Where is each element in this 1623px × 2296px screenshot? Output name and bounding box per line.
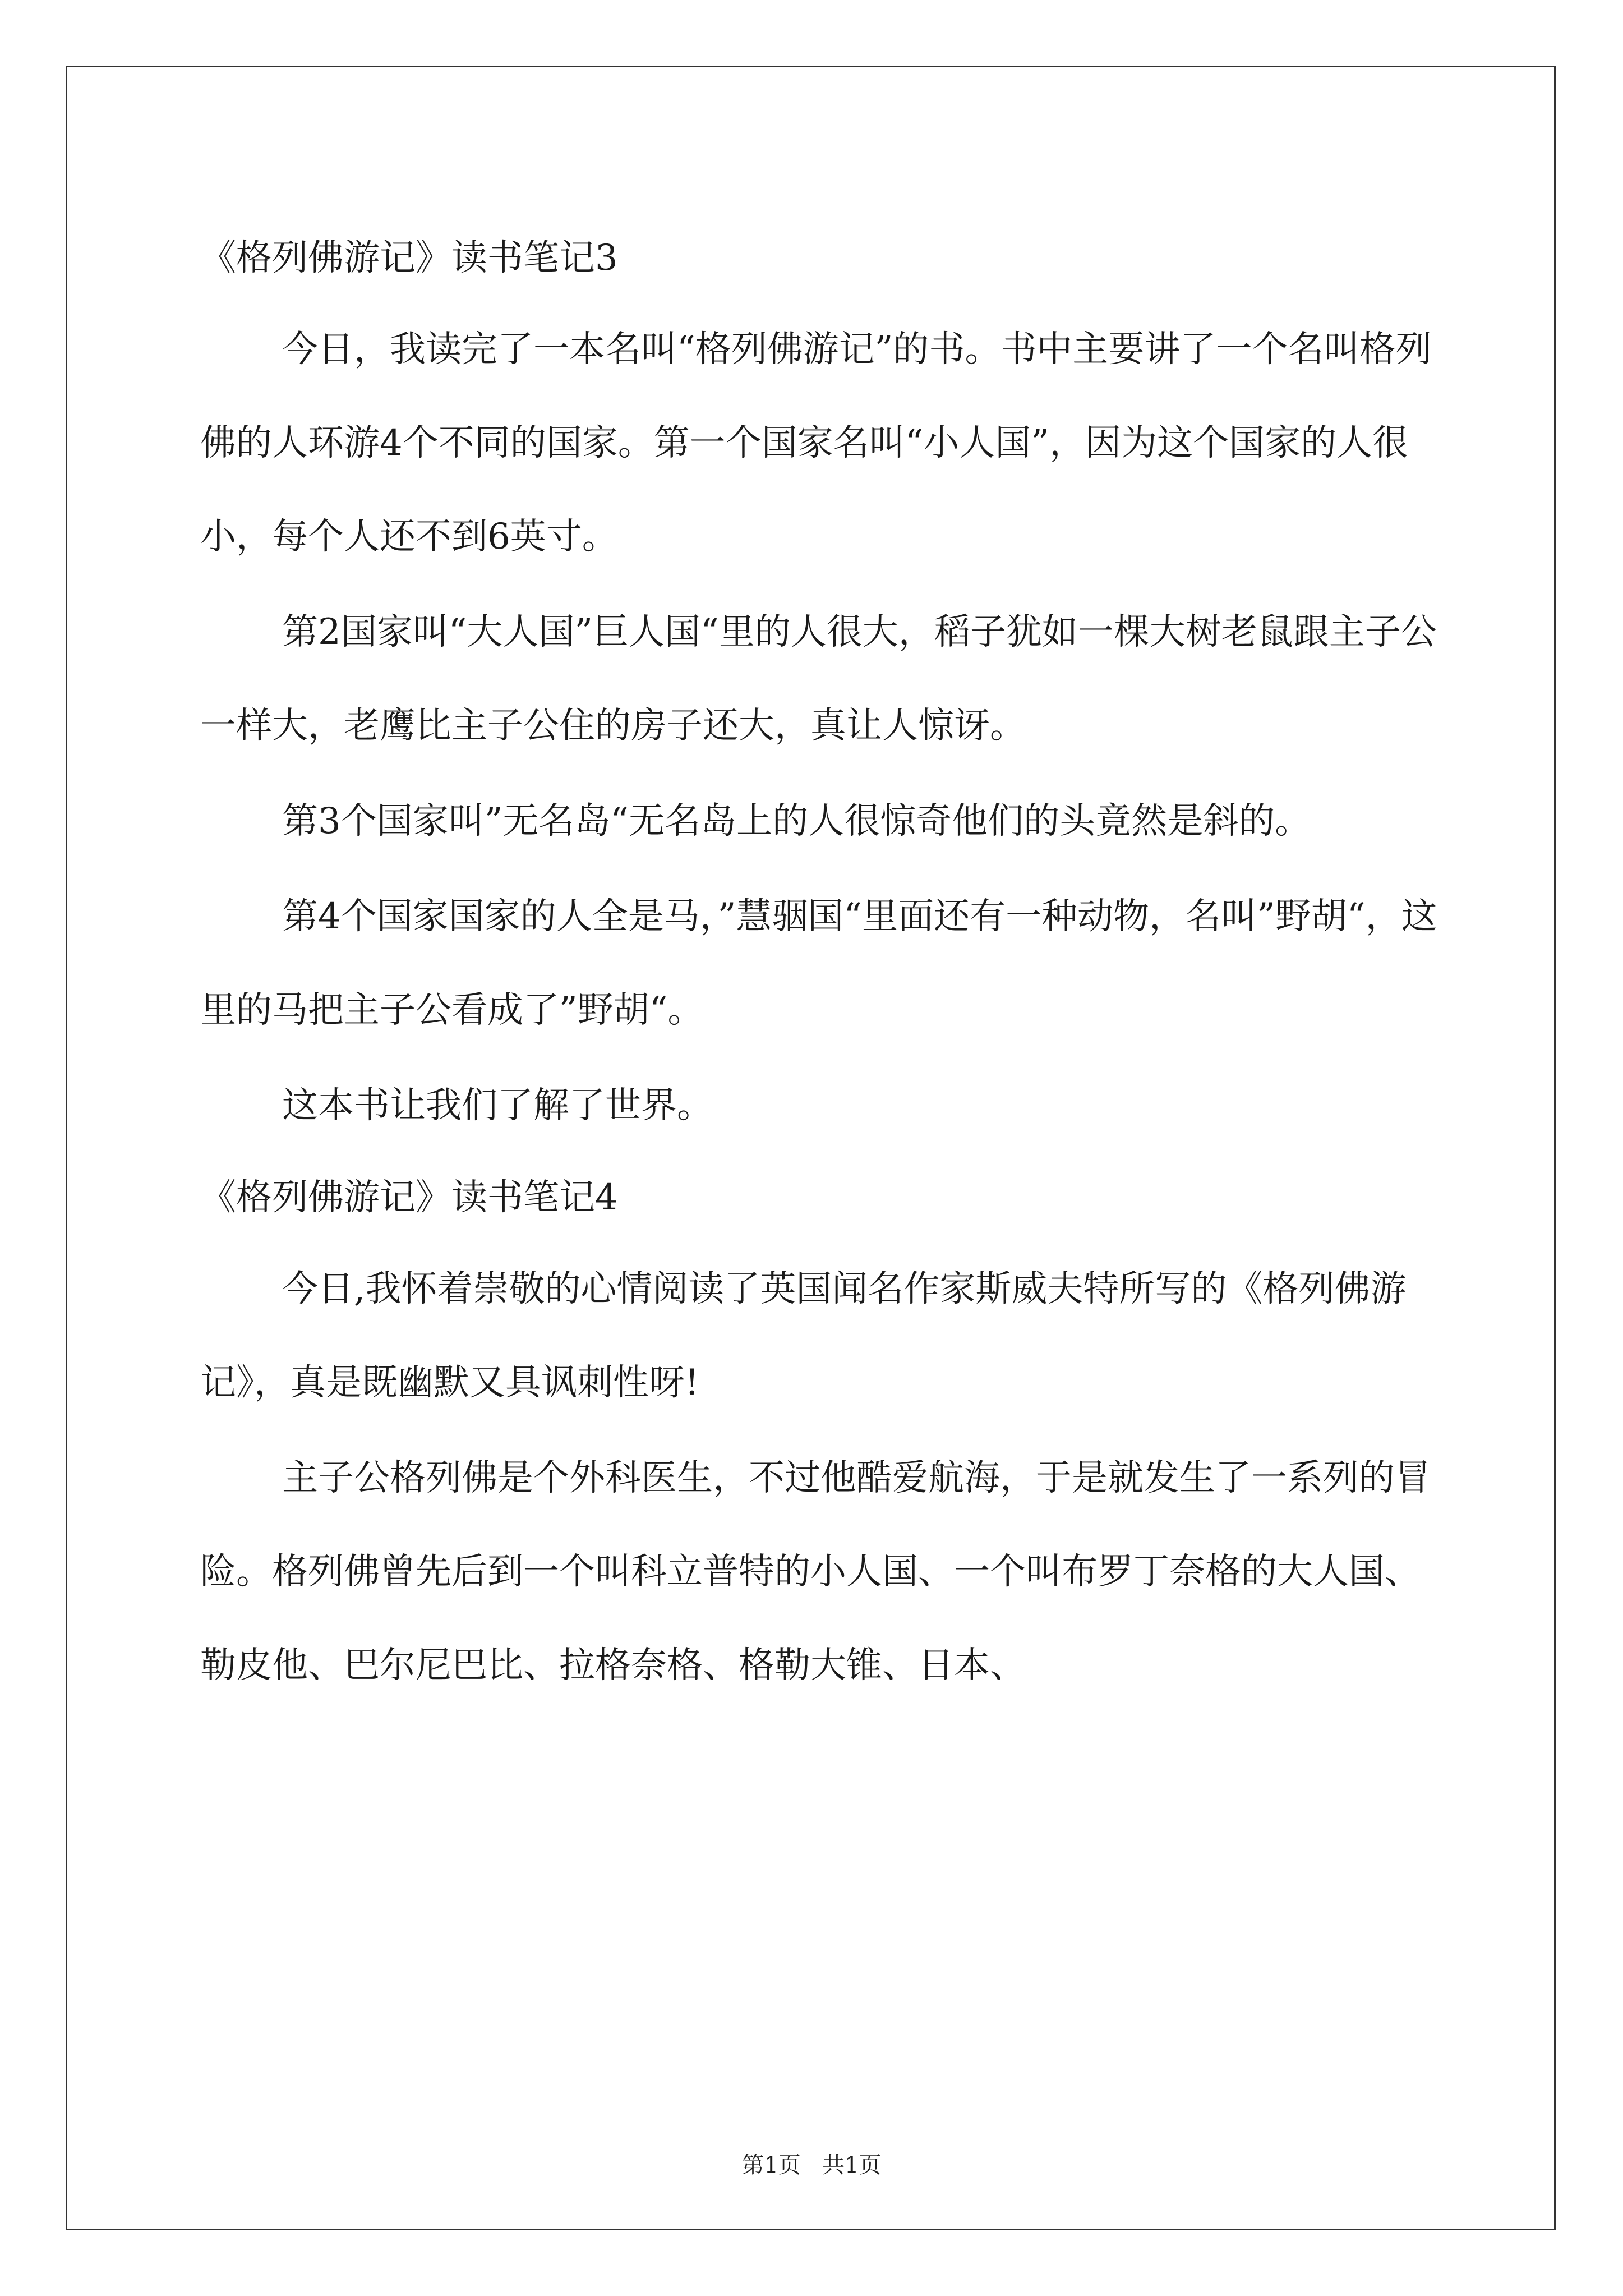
paragraph: 第4个国家国家的人全是马，”慧骃国“里面还有一种动物，名叫”野胡“，这里的马把主子公看成了”野胡“。 — [200, 896, 1437, 1031]
section-title: 《格列佛游记》读书笔记3 — [200, 237, 618, 279]
paragraph: 第2国家叫“大人国”巨人国“里的人很大，稻子犹如一棵大树老鼠跟主子公一样大，老鹰比主子公住的房子还大，真让人惊讶。 — [200, 611, 1437, 747]
paragraph: 这本书让我们了解了世界。 — [282, 1085, 713, 1126]
document-body — [200, 213, 1440, 1713]
paragraph: 第3个国家叫”无名岛“无名岛上的人很惊奇他们的头竟然是斜的。 — [282, 800, 1311, 842]
paragraph: 主子公格列佛是个外科医生，不过他酷爱航海，于是就发生了一系列的冒险。格列佛曾先后到一个叫科立普特的小人国、一个叫布罗丁奈格的大人国、勒皮他、巴尔尼巴比、拉格奈格、格勒大锥、日本、 — [200, 1457, 1431, 1686]
page-number-footer: 第1页 共1页 — [741, 2152, 882, 2178]
paragraph: 今日,我怀着崇敬的心情阅读了英国闻名作家斯威夫特所写的《格列佛游记》，真是既幽默又具讽刺性呀! — [200, 1268, 1407, 1404]
paragraph: 今日，我读完了一本名叫“格列佛游记”的书。书中主要讲了一个名叫格列佛的人环游4个不同的国家。第一个国家名叫“小人国”，因为这个国家的人很小，每个人还不到6英寸。 — [200, 329, 1432, 558]
section-title: 《格列佛游记》读书笔记4 — [200, 1177, 618, 1218]
